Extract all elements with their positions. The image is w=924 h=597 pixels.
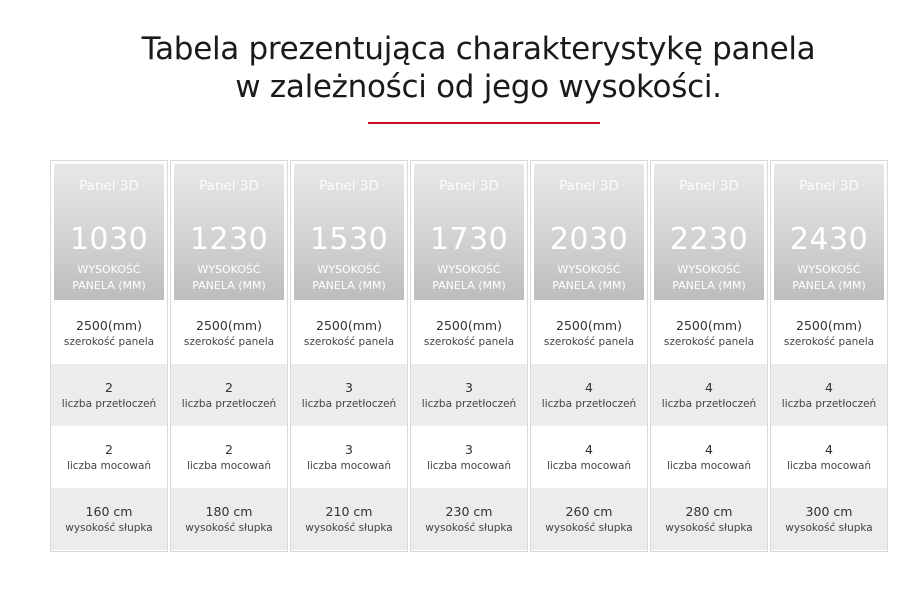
post-value: 210 cm [325, 503, 373, 519]
width-value: 2500(mm) [556, 317, 622, 333]
post-label: wysokość słupka [305, 521, 393, 534]
mounts-value: 3 [465, 441, 473, 457]
post-cell [51, 488, 167, 550]
post-value: 180 cm [205, 503, 253, 519]
width-label: szerokość panela [303, 335, 395, 348]
post-value: 300 cm [805, 503, 853, 519]
post-label: wysokość słupka [65, 521, 153, 534]
panel-height-label-line-1: WYSOKOŚĆ [77, 263, 141, 276]
mounts-value: 3 [345, 441, 353, 457]
mounts-cell [531, 426, 647, 488]
mounts-value: 2 [105, 441, 113, 457]
width-value: 2500(mm) [796, 317, 862, 333]
panel-height-label-line-1: WYSOKOŚĆ [677, 263, 741, 276]
mounts-value: 2 [225, 441, 233, 457]
post-cell [291, 488, 407, 550]
panel-brand: Panel 3D [319, 178, 379, 194]
post-label: wysokość słupka [665, 521, 753, 534]
width-cell [411, 302, 527, 364]
mounts-cell [411, 426, 527, 488]
panel-header [414, 164, 524, 300]
mounts-label: liczba mocowań [186, 459, 272, 472]
panel-column [170, 160, 288, 552]
width-cell [651, 302, 767, 364]
width-value: 2500(mm) [76, 317, 142, 333]
panel-column [410, 160, 528, 552]
bends-label: liczba przetłoczeń [301, 397, 397, 410]
bends-value: 3 [345, 379, 353, 395]
panel-brand: Panel 3D [679, 178, 739, 194]
bends-value: 4 [585, 379, 593, 395]
bends-label: liczba przetłoczeń [421, 397, 517, 410]
panel-header [294, 164, 404, 300]
bends-cell [771, 364, 887, 426]
panel-column [650, 160, 768, 552]
page-title-line-1: Tabela prezentująca charakterystykę panela [141, 31, 816, 67]
mounts-cell [51, 426, 167, 488]
panel-height-label-line-1: WYSOKOŚĆ [317, 263, 381, 276]
panel-header [654, 164, 764, 300]
panel-column [290, 160, 408, 552]
width-label: szerokość panela [63, 335, 155, 348]
panel-height-label [654, 262, 764, 294]
mounts-label: liczba mocowań [786, 459, 872, 472]
mounts-cell [651, 426, 767, 488]
panel-header [54, 164, 164, 300]
bends-value: 4 [705, 379, 713, 395]
width-value: 2500(mm) [196, 317, 262, 333]
panel-height-value: 2030 [549, 222, 629, 257]
width-label: szerokość panela [663, 335, 755, 348]
panel-height-label-line-2: PANELA (MM) [672, 279, 746, 292]
panel-height-value: 2430 [789, 222, 869, 257]
post-cell [531, 488, 647, 550]
post-cell [651, 488, 767, 550]
panel-header [774, 164, 884, 300]
mounts-cell [171, 426, 287, 488]
post-cell [771, 488, 887, 550]
post-label: wysokość słupka [785, 521, 873, 534]
post-value: 160 cm [85, 503, 133, 519]
panel-header [174, 164, 284, 300]
panel-height-label-line-2: PANELA (MM) [792, 279, 866, 292]
width-cell [771, 302, 887, 364]
bends-cell [531, 364, 647, 426]
panel-height-label-line-2: PANELA (MM) [72, 279, 146, 292]
panel-height-label [774, 262, 884, 294]
post-label: wysokość słupka [545, 521, 633, 534]
panel-height-label-line-2: PANELA (MM) [432, 279, 506, 292]
panel-height-label-line-2: PANELA (MM) [552, 279, 626, 292]
width-value: 2500(mm) [436, 317, 502, 333]
mounts-label: liczba mocowań [66, 459, 152, 472]
panel-height-label [414, 262, 524, 294]
bends-cell [51, 364, 167, 426]
width-cell [531, 302, 647, 364]
bends-value: 2 [105, 379, 113, 395]
post-cell [411, 488, 527, 550]
mounts-label: liczba mocowań [666, 459, 752, 472]
post-label: wysokość słupka [425, 521, 513, 534]
panel-height-value: 1030 [69, 222, 149, 257]
post-value: 280 cm [685, 503, 733, 519]
width-value: 2500(mm) [676, 317, 742, 333]
width-cell [51, 302, 167, 364]
panel-column [50, 160, 168, 552]
mounts-cell [771, 426, 887, 488]
title-divider [368, 122, 600, 124]
mounts-label: liczba mocowań [426, 459, 512, 472]
mounts-value: 4 [705, 441, 713, 457]
bends-cell [651, 364, 767, 426]
bends-label: liczba przetłoczeń [541, 397, 637, 410]
panel-height-label [174, 262, 284, 294]
panel-height-value: 1230 [189, 222, 269, 257]
post-label: wysokość słupka [185, 521, 273, 534]
post-cell [171, 488, 287, 550]
bends-value: 4 [825, 379, 833, 395]
mounts-cell [291, 426, 407, 488]
post-value: 230 cm [445, 503, 493, 519]
bends-label: liczba przetłoczeń [61, 397, 157, 410]
panel-height-label-line-1: WYSOKOŚĆ [557, 263, 621, 276]
panel-brand: Panel 3D [559, 178, 619, 194]
panel-comparison-table [50, 160, 888, 552]
bends-cell [411, 364, 527, 426]
bends-label: liczba przetłoczeń [781, 397, 877, 410]
width-value: 2500(mm) [316, 317, 382, 333]
panel-height-label [294, 262, 404, 294]
panel-column [530, 160, 648, 552]
page-title-line-2: w zależności od jego wysokości. [235, 69, 722, 105]
bends-label: liczba przetłoczeń [661, 397, 757, 410]
bends-value: 2 [225, 379, 233, 395]
panel-height-label-line-2: PANELA (MM) [192, 279, 266, 292]
panel-height-label [54, 262, 164, 294]
mounts-value: 4 [585, 441, 593, 457]
panel-height-label-line-1: WYSOKOŚĆ [197, 263, 261, 276]
bends-value: 3 [465, 379, 473, 395]
panel-height-label-line-1: WYSOKOŚĆ [797, 263, 861, 276]
mounts-value: 4 [825, 441, 833, 457]
bends-label: liczba przetłoczeń [181, 397, 277, 410]
panel-height-value: 1730 [429, 222, 509, 257]
panel-header [534, 164, 644, 300]
width-label: szerokość panela [783, 335, 875, 348]
width-label: szerokość panela [423, 335, 515, 348]
panel-brand: Panel 3D [199, 178, 259, 194]
width-cell [171, 302, 287, 364]
page-title [0, 30, 924, 106]
panel-column [770, 160, 888, 552]
width-label: szerokość panela [183, 335, 275, 348]
panel-height-label-line-2: PANELA (MM) [312, 279, 386, 292]
panel-height-value: 1530 [309, 222, 389, 257]
bends-cell [291, 364, 407, 426]
panel-height-value: 2230 [669, 222, 749, 257]
width-cell [291, 302, 407, 364]
panel-brand: Panel 3D [799, 178, 859, 194]
post-value: 260 cm [565, 503, 613, 519]
mounts-label: liczba mocowań [546, 459, 632, 472]
bends-cell [171, 364, 287, 426]
panel-brand: Panel 3D [79, 178, 139, 194]
panel-height-label [534, 262, 644, 294]
panel-height-label-line-1: WYSOKOŚĆ [437, 263, 501, 276]
mounts-label: liczba mocowań [306, 459, 392, 472]
width-label: szerokość panela [543, 335, 635, 348]
panel-brand: Panel 3D [439, 178, 499, 194]
